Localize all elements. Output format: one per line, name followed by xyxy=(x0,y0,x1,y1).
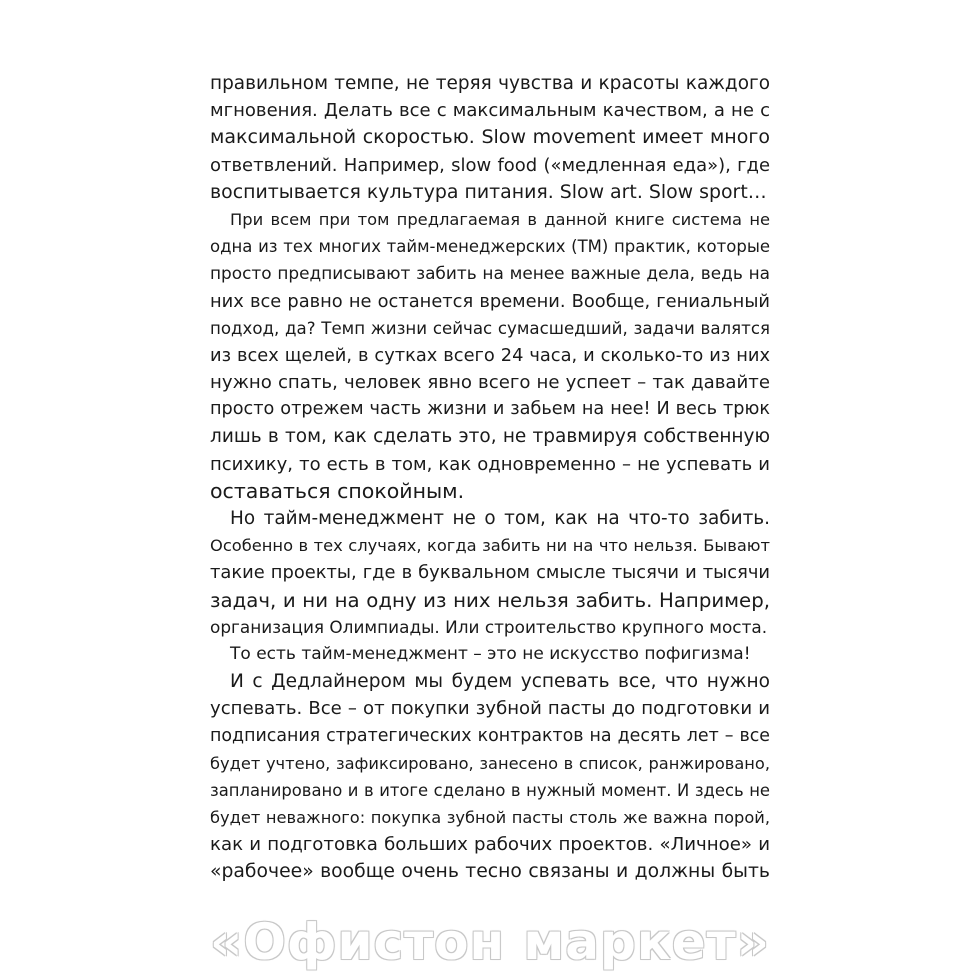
text-line: правильном темпе, не теряя чувства и красоты каждого xyxy=(210,73,770,94)
text-line: То есть тайм-менеджмент – это не искусство пофигизма! xyxy=(230,643,751,664)
text-line: запланировано и в итоге сделано в нужный момент. И здесь не xyxy=(210,780,770,800)
text-line: При всем при том предлагаемая в данной книге система не xyxy=(230,209,770,229)
text-line: из всех щелей, в сутках всего 24 часа, и сколько-то из них xyxy=(210,344,770,366)
text-line: просто отрежем часть жизни и забьем на нее! И весь трюк xyxy=(210,399,770,420)
text-line: лишь в том, как сделать это, не травмируя собственную xyxy=(210,426,770,448)
text-line: ответвлений. Например, slow food («медленная еда»), где xyxy=(210,154,770,176)
text-line: одна из тех многих тайм-менеджерских (ТМ) практик, которые xyxy=(210,237,770,257)
text-line: Особенно в тех случаях, когда забить ни на что нельзя. Бывают xyxy=(210,536,770,556)
text-line: подход, да? Темп жизни сейчас сумасшедший, задачи валятся xyxy=(210,318,770,338)
text-line: нужно спать, человек явно всего не успеет – так давайте xyxy=(210,372,770,394)
text-line: будет учтено, зафиксировано, занесено в список, ранжировано, xyxy=(210,753,770,773)
text-line: будет неважного: покупка зубной пасты столь же важна порой, xyxy=(210,808,770,828)
text-line: Но тайм-менеджмент не о том, как на что-то забить. xyxy=(230,508,770,529)
text-line: «рабочее» вообще очень тесно связаны и должны быть xyxy=(210,861,770,883)
text-line: просто предписывают забить на менее важные дела, ведь на xyxy=(210,263,770,284)
text-line: как и подготовка больших рабочих проектов. «Личное» и xyxy=(210,834,770,856)
text-line: максимальной скоростью. Slow movement имеет много xyxy=(210,126,770,149)
text-line: мгновения. Делать все с максимальным качеством, а не с xyxy=(210,100,770,122)
text-line: подписания стратегических контрактов на десять лет – все xyxy=(210,725,770,746)
text-line: успевать. Все – от покупки зубной пасты до подготовки и xyxy=(210,698,770,720)
text-line: задач, и ни на одну из них нельзя забить. Например, xyxy=(210,588,770,612)
text-line: них все равно не останется времени. Вообще, гениальный xyxy=(210,290,770,312)
text-line: воспитывается культура питания. Slow art. Slow sport… xyxy=(210,180,767,203)
text-line: такие проекты, где в буквальном смысле тысячи и тысячи xyxy=(210,562,770,584)
text-line: И с Дедлайнером мы будем успевать все, что нужно xyxy=(230,671,770,693)
store-watermark: «Офистон маркет» xyxy=(210,913,770,971)
text-line: оставаться спокойным. xyxy=(210,478,465,503)
text-line: организация Олимпиады. Или строительство крупного моста. xyxy=(210,616,768,637)
text-line: психику, то есть в том, как одновременно – не успевать и xyxy=(210,453,770,475)
page-body-text xyxy=(210,70,770,886)
